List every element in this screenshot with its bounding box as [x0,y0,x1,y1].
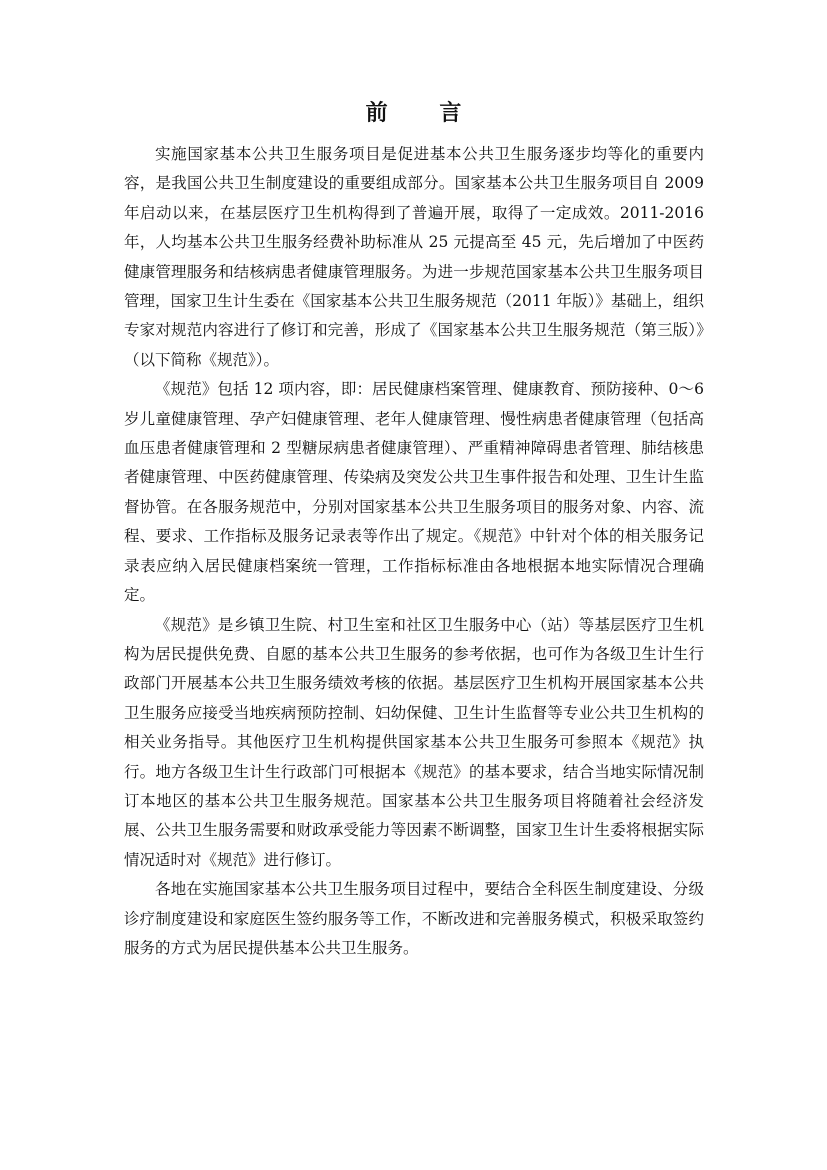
paragraph-3: 《规范》是乡镇卫生院、村卫生室和社区卫生服务中心（站）等基层医疗卫生机构为居民提供免费、自愿的基本公共卫生服务的参考依据，也可作为各级卫生计生行政部门开展基本公共卫生服务绩效考核的依据。基层医疗卫生机构开展国家基本公共卫生服务应接受当地疾病预防控制、妇幼保健、卫生计生监督等专业公共卫生机构的相关业务指导。其他医疗卫生机构提供国家基本公共卫生服务可参照本《规范》执行。地方各级卫生计生行政部门可根据本《规范》的基本要求，结合当地实际情况制订本地区的基本公共卫生服务规范。国家基本公共卫生服务项目将随着社会经济发展、公共卫生服务需要和财政承受能力等因素不断调整，国家卫生计生委将根据实际情况适时对《规范》进行修订。 [124,615,704,869]
document-body [124,140,704,963]
page-title: 前 言 [365,100,484,126]
paragraph-1: 实施国家基本公共卫生服务项目是促进基本公共卫生服务逐步均等化的重要内容，是我国公共卫生制度建设的重要组成部分。国家基本公共卫生服务项目自 2009 年启动以来，在基层医疗卫生机构得到了普遍开展，取得了一定成效。2011-2016 年，人均基本公共卫生服务经费补助标准从 25 元提高至 45 元，先后增加了中医药健康管理服务和结核病患者健康管理服务。为进一步规范国家基本公共卫生服务项目管理，国家卫生计生委在《国家基本公共卫生服务规范（2011 年版）》基础上，组织专家对规范内容进行了修订和完善，形成了《国家基本公共卫生服务规范（第三版）》（以下简称《规范》）。 [124,145,704,369]
paragraph-2: 《规范》包括 12 项内容，即：居民健康档案管理、健康教育、预防接种、0～6 岁儿童健康管理、孕产妇健康管理、老年人健康管理、慢性病患者健康管理（包括高血压患者健康管理和 2 型糖尿病患者健康管理）、严重精神障碍患者管理、肺结核患者健康管理、中医药健康管理、传染病及突发公共卫生事件报告和处理、卫生计生监督协管。在各服务规范中，分别对国家基本公共卫生服务项目的服务对象、内容、流程、要求、工作指标及服务记录表等作出了规定。《规范》中针对个体的相关服务记录表应纳入居民健康档案统一管理，工作指标标准由各地根据本地实际情况合理确定。 [124,380,704,605]
paragraph-4: 各地在实施国家基本公共卫生服务项目过程中，要结合全科医生制度建设、分级诊疗制度建设和家庭医生签约服务等工作，不断改进和完善服务模式，积极采取签约服务的方式为居民提供基本公共卫生服务。 [124,880,704,957]
